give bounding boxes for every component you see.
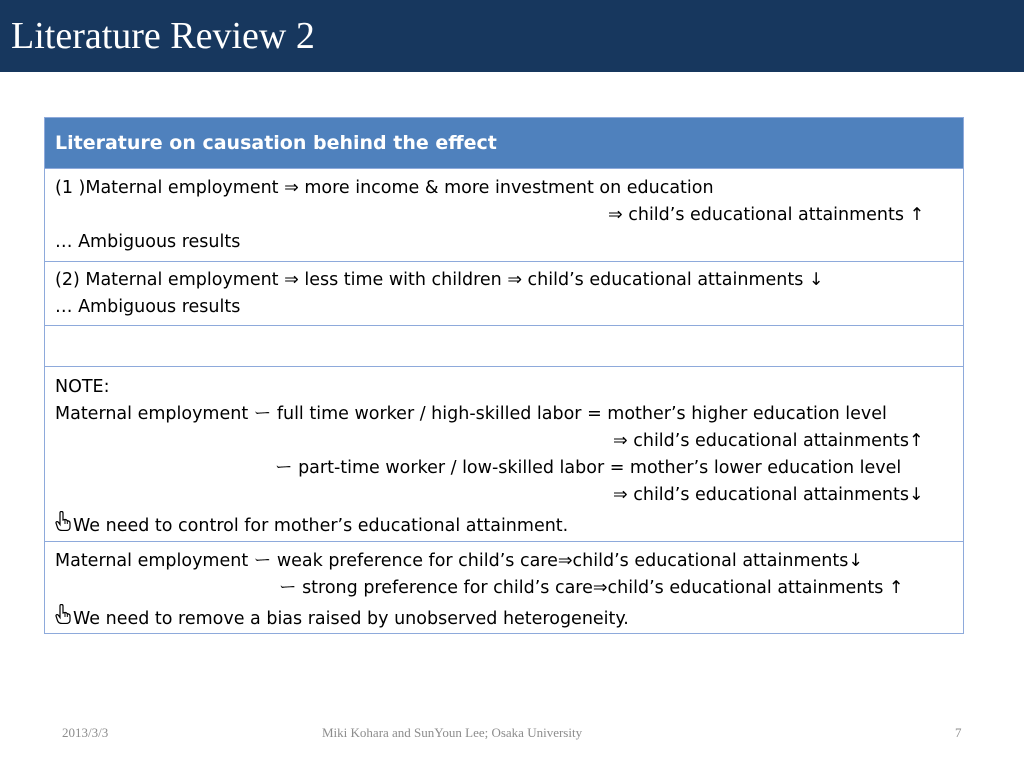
footer-page-number: 7: [955, 725, 962, 740]
row4-line5: We need to control for mother’s educational attainment.: [73, 516, 569, 536]
row1-line2: ⇒ child’s educational attainments ↑: [608, 205, 925, 225]
row1-line3: … Ambiguous results: [55, 232, 241, 252]
table-row: [45, 367, 963, 542]
row5-line2: ー strong preference for child’s care⇒child’s educational attainments ↑: [279, 578, 904, 598]
row5-line3: We need to remove a bias raised by unobserved heterogeneity.: [73, 609, 629, 629]
table-row: [45, 169, 963, 262]
pointing-hand-icon: [55, 604, 73, 630]
row4-line1: Maternal employment ー full time worker / high-skilled labor = mother’s higher education level: [55, 404, 887, 424]
row4-line5-wrap: [55, 511, 568, 537]
title-bar: [0, 0, 1024, 72]
row1-line1: (1 )Maternal employment ⇒ more income & more investment on education: [55, 178, 714, 198]
footer-date: 2013/3/3: [62, 725, 109, 740]
slide-title: Literature Review 2: [11, 15, 315, 57]
row5-line1: Maternal employment ー weak preference for child’s care⇒child’s educational attainments↓: [55, 551, 863, 571]
note-label: NOTE:: [55, 377, 110, 397]
row4-line4: ⇒ child’s educational attainments↓: [613, 485, 924, 505]
table-row-empty: [45, 326, 963, 367]
table-row: [45, 262, 963, 326]
table-row: [45, 542, 963, 633]
row2-line1: (2) Maternal employment ⇒ less time with children ⇒ child’s educational attainments ↓: [55, 270, 824, 290]
footer-authors: Miki Kohara and SunYoun Lee; Osaka University: [322, 725, 583, 740]
literature-table: [44, 117, 964, 634]
row2-line2: … Ambiguous results: [55, 297, 241, 317]
row4-line3: ー part-time worker / low-skilled labor = mother’s lower education level: [275, 458, 902, 478]
pointing-hand-icon: [55, 511, 73, 537]
row5-line3-wrap: [55, 604, 629, 630]
row4-line2: ⇒ child’s educational attainments↑: [613, 431, 924, 451]
table-header: Literature on causation behind the effect: [45, 118, 963, 169]
